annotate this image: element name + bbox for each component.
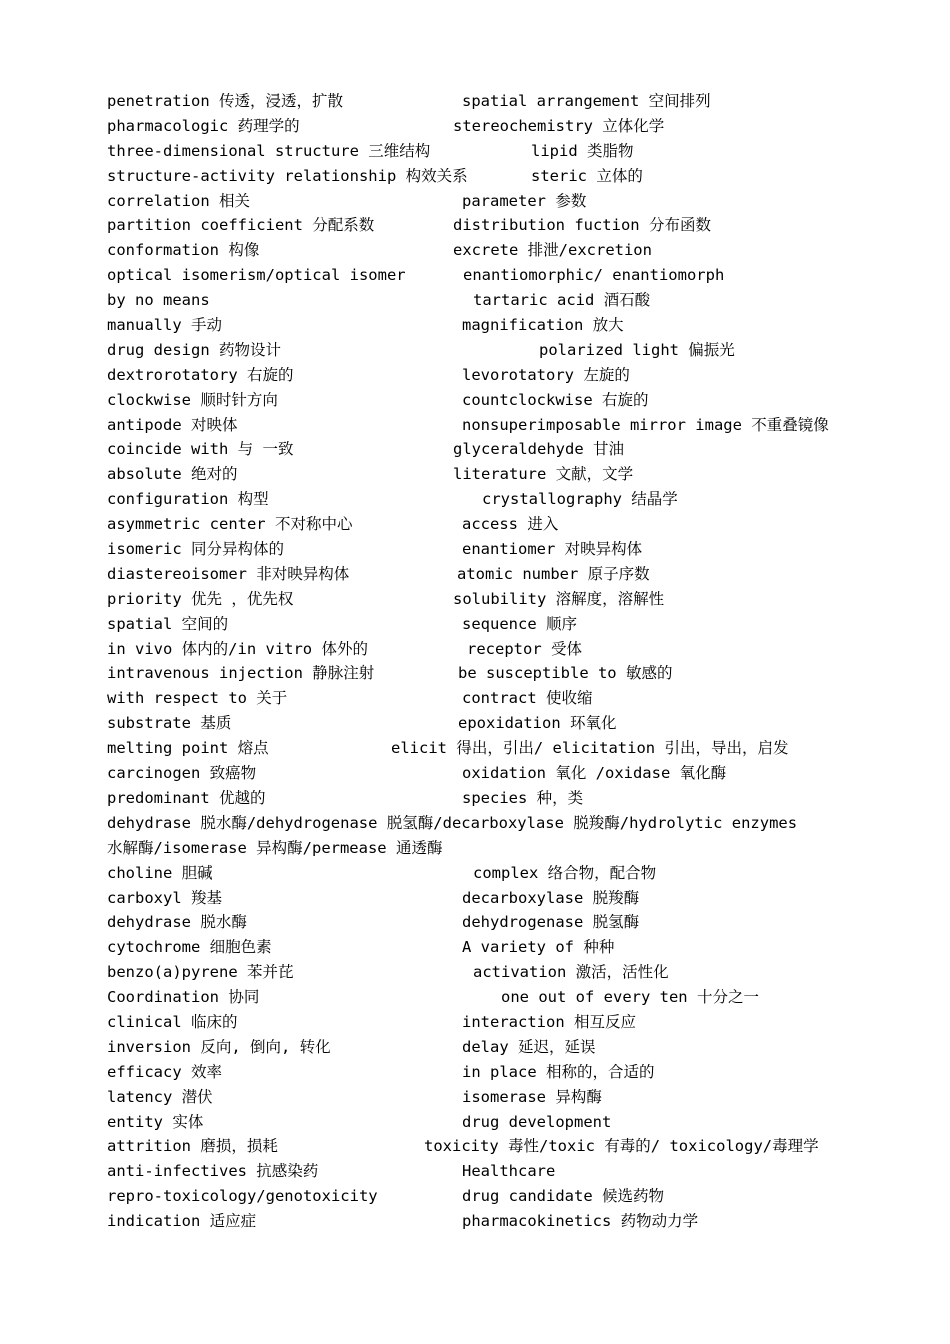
glossary-entry-left: melting point 熔点 <box>107 739 269 758</box>
glossary-entry-left: inversion 反向, 倒向, 转化 <box>107 1037 331 1056</box>
glossary-entry-right: access 进入 <box>462 515 559 534</box>
glossary-entry-right: species 种，类 <box>462 788 584 807</box>
glossary-entry-right: literature 文献，文学 <box>453 465 634 484</box>
glossary-entry-left: correlation 相关 <box>107 191 250 210</box>
glossary-row <box>107 910 852 935</box>
glossary-entry-right: drug candidate 候选药物 <box>462 1187 664 1206</box>
glossary-entry-right: activation 激活，活性化 <box>473 963 669 982</box>
glossary-entry-right: pharmacokinetics 药物动力学 <box>462 1212 699 1231</box>
glossary-entry-right: complex 络合物，配合物 <box>473 863 657 882</box>
glossary-entry-right: contract 使收缩 <box>462 689 593 708</box>
glossary-entry-right: enantiomer 对映异构体 <box>462 540 643 559</box>
glossary-entry-left: benzo(a)pyrene 苯并芘 <box>107 963 294 982</box>
glossary-entry-right: Healthcare <box>462 1162 556 1181</box>
glossary-entry-right: dehydrogenase 脱氢酶 <box>462 913 640 932</box>
glossary-entry-left: optical isomerism/optical isomer <box>107 266 406 285</box>
glossary-row <box>107 363 852 388</box>
glossary-row <box>107 761 852 786</box>
glossary-entry-right: be susceptible to 敏感的 <box>458 664 673 683</box>
glossary-row <box>107 1209 852 1234</box>
glossary-entry-right: stereochemistry 立体化学 <box>453 116 665 135</box>
glossary-entry-right: sequence 顺序 <box>462 614 577 633</box>
glossary-entry-right: isomerase 异构酶 <box>462 1087 602 1106</box>
glossary-entry-left: substrate 基质 <box>107 714 232 733</box>
glossary-row <box>107 861 852 886</box>
glossary-entry-left: indication 适应症 <box>107 1212 257 1231</box>
glossary-entry-right: atomic number 原子序数 <box>457 564 650 583</box>
glossary-row <box>107 661 852 686</box>
glossary-entry-left: choline 胆碱 <box>107 863 213 882</box>
glossary-list <box>107 89 852 1234</box>
glossary-entry-left: absolute 绝对的 <box>107 465 238 484</box>
glossary-row <box>107 1134 852 1159</box>
glossary-entry-left: three-dimensional structure 三维结构 <box>107 141 431 160</box>
glossary-row <box>107 786 852 811</box>
glossary-row <box>107 89 852 114</box>
glossary-entry-right: nonsuperimposable mirror image 不重叠镜像 <box>462 415 829 434</box>
glossary-row <box>107 562 852 587</box>
glossary-entry-right: oxidation 氧化 /oxidase 氧化酶 <box>462 764 727 783</box>
glossary-row <box>107 388 852 413</box>
glossary-row <box>107 537 852 562</box>
glossary-entry-right: lipid 类脂物 <box>531 141 634 160</box>
glossary-entry-left: pharmacologic 药理学的 <box>107 116 300 135</box>
glossary-entry-right: receptor 受体 <box>467 639 582 658</box>
glossary-row <box>107 114 852 139</box>
glossary-row <box>107 637 852 662</box>
glossary-entry-right: steric 立体的 <box>531 166 643 185</box>
glossary-row <box>107 811 852 836</box>
glossary-row <box>107 612 852 637</box>
glossary-entry-left: clinical 临床的 <box>107 1012 238 1031</box>
glossary-entry-left: Coordination 协同 <box>107 988 260 1007</box>
glossary-entry-right: solubility 溶解度，溶解性 <box>453 589 665 608</box>
glossary-row <box>107 462 852 487</box>
glossary-row <box>107 736 852 761</box>
glossary-entry-left: cytochrome 细胞色素 <box>107 938 272 957</box>
glossary-entry-left: with respect to 关于 <box>107 689 288 708</box>
glossary-row <box>107 711 852 736</box>
glossary-entry-right: distribution fuction 分布函数 <box>453 216 711 235</box>
glossary-entry-right: tartaric acid 酒石酸 <box>473 291 651 310</box>
glossary-entry-left: anti-infectives 抗感染药 <box>107 1162 319 1181</box>
glossary-row <box>107 1010 852 1035</box>
glossary-entry-left: asymmetric center 不对称中心 <box>107 515 353 534</box>
glossary-row <box>107 886 852 911</box>
glossary-entry-right: delay 延迟，延误 <box>462 1037 596 1056</box>
glossary-row <box>107 1184 852 1209</box>
glossary-entry-left: in vivo 体内的/in vitro 体外的 <box>107 639 368 658</box>
glossary-row <box>107 1060 852 1085</box>
glossary-row <box>107 1159 852 1184</box>
glossary-entry-right: A variety of 种种 <box>462 938 615 957</box>
glossary-entry-left: by no means <box>107 291 210 310</box>
glossary-entry-right: spatial arrangement 空间排列 <box>462 92 711 110</box>
glossary-entry-left: clockwise 顺时针方向 <box>107 390 278 409</box>
glossary-row <box>107 164 852 189</box>
glossary-entry-left: carboxyl 羧基 <box>107 888 222 907</box>
glossary-entry-left: antipode 对映体 <box>107 415 238 434</box>
glossary-row <box>107 985 852 1010</box>
glossary-entry-left: conformation 构像 <box>107 241 260 260</box>
glossary-row <box>107 487 852 512</box>
glossary-entry-right: elicit 得出，引出/ elicitation 引出，导出，启发 <box>391 739 789 758</box>
glossary-row <box>107 1110 852 1135</box>
glossary-row <box>107 189 852 214</box>
glossary-entry-right: crystallography 结晶学 <box>482 490 678 509</box>
glossary-entry-right: epoxidation 环氧化 <box>458 714 617 733</box>
glossary-entry-right: drug development <box>462 1112 612 1131</box>
glossary-row <box>107 263 852 288</box>
glossary-row <box>107 686 852 711</box>
glossary-entry-left: attrition 磨损，损耗 <box>107 1137 278 1156</box>
glossary-entry-left: intravenous injection 静脉注射 <box>107 664 375 683</box>
glossary-entry-right: interaction 相互反应 <box>462 1012 636 1031</box>
glossary-entry-left: predominant 优越的 <box>107 788 266 807</box>
glossary-entry-left: repro-toxicology/genotoxicity <box>107 1187 378 1206</box>
glossary-row <box>107 139 852 164</box>
glossary-entry-left: coincide with 与 一致 <box>107 440 294 459</box>
glossary-entry-right: glyceraldehyde 甘油 <box>453 440 624 459</box>
glossary-entry-left: spatial 空间的 <box>107 614 229 633</box>
glossary-entry-right: levorotatory 左旋的 <box>462 365 630 384</box>
glossary-entry-left: priority 优先 ，优先权 <box>107 589 294 608</box>
glossary-entry-left: diastereoisomer 非对映异构体 <box>107 564 350 583</box>
glossary-entry-left: latency 潜伏 <box>107 1087 213 1106</box>
glossary-entry-right: in place 相称的，合适的 <box>462 1062 655 1081</box>
glossary-entry-left: entity 实体 <box>107 1112 204 1131</box>
glossary-entry-left: isomeric 同分异构体的 <box>107 540 284 559</box>
glossary-entry-right: countclockwise 右旋的 <box>462 390 649 409</box>
glossary-entry-left: manually 手动 <box>107 316 222 335</box>
glossary-row <box>107 935 852 960</box>
glossary-entry-left: structure-activity relationship 构效关系 <box>107 166 468 185</box>
glossary-entry-right: polarized light 偏振光 <box>539 340 735 359</box>
glossary-row <box>107 836 852 861</box>
glossary-entry-full: 水解酶/isomerase 异构酶/permease 通透酶 <box>107 838 443 857</box>
glossary-entry-right: one out of every ten 十分之一 <box>501 988 759 1007</box>
glossary-entry-left: drug design 药物设计 <box>107 340 281 359</box>
glossary-entry-left: carcinogen 致癌物 <box>107 764 257 783</box>
glossary-entry-right: decarboxylase 脱羧酶 <box>462 888 640 907</box>
glossary-row <box>107 338 852 363</box>
glossary-entry-right: excrete 排泄/excretion <box>453 241 652 260</box>
glossary-entry-left: penetration 传透，浸透，扩散 <box>107 92 343 110</box>
glossary-row <box>107 1085 852 1110</box>
glossary-row <box>107 437 852 462</box>
glossary-entry-right: magnification 放大 <box>462 316 624 335</box>
glossary-row <box>107 1035 852 1060</box>
glossary-entry-left: efficacy 效率 <box>107 1062 222 1081</box>
glossary-row <box>107 238 852 263</box>
glossary-row <box>107 313 852 338</box>
glossary-row <box>107 413 852 438</box>
glossary-entry-left: configuration 构型 <box>107 490 269 509</box>
glossary-entry-left: dextrorotatory 右旋的 <box>107 365 294 384</box>
glossary-row <box>107 587 852 612</box>
glossary-entry-left: partition coefficient 分配系数 <box>107 216 375 235</box>
glossary-row <box>107 960 852 985</box>
glossary-row <box>107 512 852 537</box>
glossary-entry-full: dehydrase 脱水酶/dehydrogenase 脱氢酶/decarboxylase 脱羧酶/hydrolytic enzymes <box>107 813 798 832</box>
glossary-entry-right: parameter 参数 <box>462 191 587 210</box>
glossary-row <box>107 288 852 313</box>
glossary-entry-right: toxicity 毒性/toxic 有毒的/ toxicology/毒理学 <box>424 1137 819 1156</box>
glossary-entry-left: dehydrase 脱水酶 <box>107 913 247 932</box>
glossary-row <box>107 213 852 238</box>
glossary-entry-right: enantiomorphic/ enantiomorph <box>463 266 725 285</box>
